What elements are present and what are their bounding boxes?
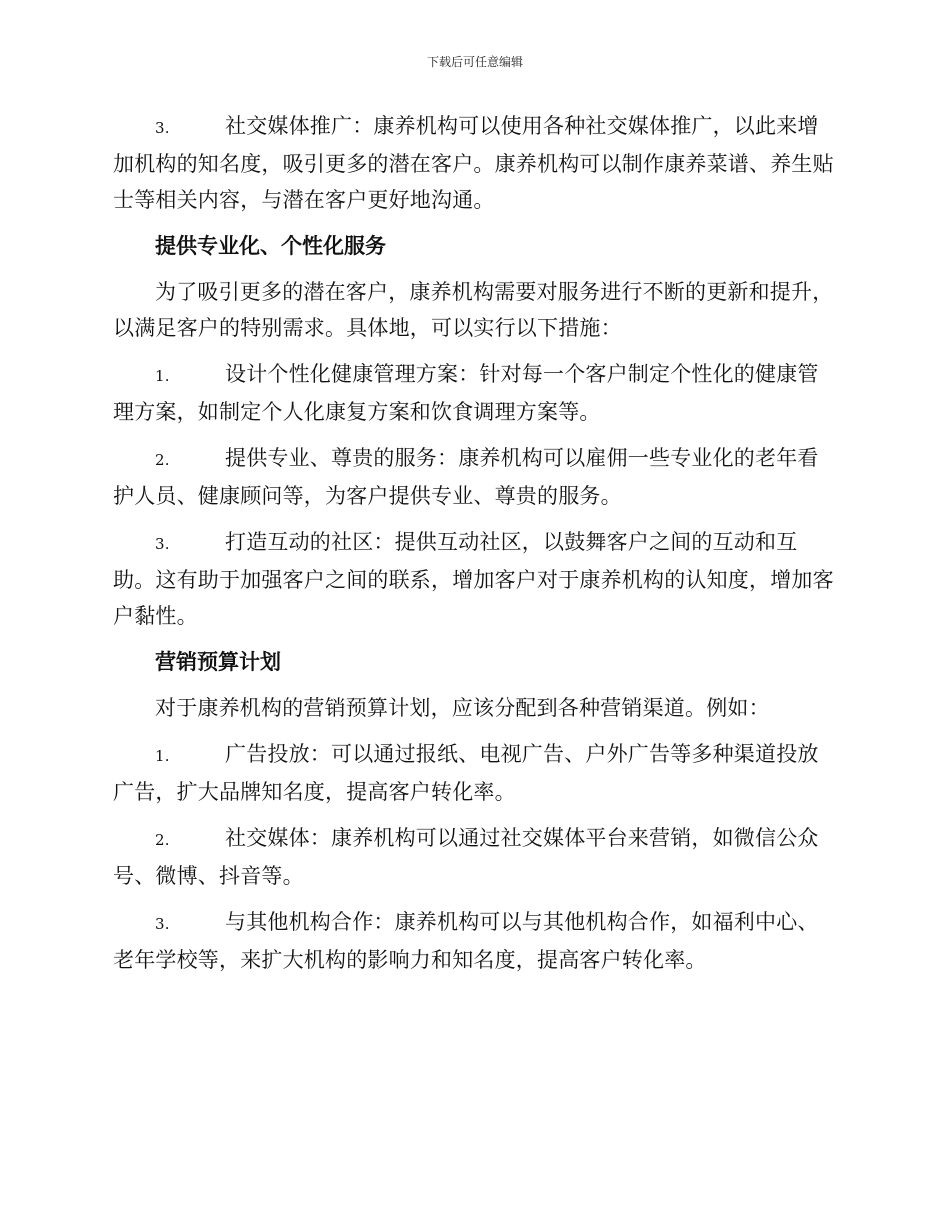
- page-header: 下载后可任意编辑: [426, 55, 523, 69]
- section-heading-marketing-budget: 营销预算计划: [155, 650, 281, 674]
- section-heading-professional-service: 提供专业化、个性化服务: [155, 234, 386, 258]
- list-item-social-media-promotion: [113, 108, 838, 218]
- list-item-text: 设计个性化健康管理方案：针对每一个客户制定个性化的健康管理方案，如制定个人化康复方案和饮食调理方案等。: [113, 362, 819, 424]
- list-item-number: 3.: [155, 915, 170, 933]
- list-item-text: 社交媒体推广：康养机构可以使用各种社交媒体推广，以此来增加机构的知名度，吸引更多的潜在客户。康养机构可以制作康养菜谱、养生贴士等相关内容，与潜在客户更好地沟通。: [113, 114, 834, 212]
- list-item-text: 提供专业、尊贵的服务：康养机构可以雇佣一些专业化的老年看护人员、健康顾问等，为客户提供专业、尊贵的服务。: [113, 446, 819, 508]
- list-item-number: 1.: [155, 367, 170, 385]
- list-item-social-media: [113, 820, 838, 894]
- list-item-advertising: [113, 736, 838, 810]
- list-item-number: 2.: [155, 831, 170, 849]
- document-body: [113, 108, 838, 978]
- list-item-number: 3.: [155, 119, 170, 137]
- list-item-text: 打造互动的社区：提供互动社区，以鼓舞客户之间的互动和互助。这有助于加强客户之间的联系，增加客户对于康养机构的认知度，增加客户黏性。: [113, 530, 834, 628]
- list-item-personalized-plan: [113, 356, 838, 430]
- list-item-partnerships: [113, 904, 838, 978]
- paragraph-service-intro: 为了吸引更多的潜在客户，康养机构需要对服务进行不断的更新和提升，以满足客户的特别需求。具体地，可以实行以下措施：: [113, 280, 834, 340]
- list-item-text: 社交媒体：康养机构可以通过社交媒体平台来营销，如微信公众号、微博、抖音等。: [113, 826, 819, 888]
- list-item-premium-service: [113, 440, 838, 514]
- paragraph-budget-intro: 对于康养机构的营销预算计划，应该分配到各种营销渠道。例如：: [155, 696, 770, 720]
- list-item-text: 与其他机构合作：康养机构可以与其他机构合作，如福利中心、老年学校等，来扩大机构的影响力和知名度，提高客户转化率。: [113, 910, 819, 972]
- list-item-number: 3.: [155, 535, 170, 553]
- list-item-interactive-community: [113, 524, 838, 634]
- list-item-text: 广告投放：可以通过报纸、电视广告、户外广告等多种渠道投放广告，扩大品牌知名度，提高客户转化率。: [113, 742, 819, 804]
- list-item-number: 1.: [155, 747, 170, 765]
- list-item-number: 2.: [155, 451, 170, 469]
